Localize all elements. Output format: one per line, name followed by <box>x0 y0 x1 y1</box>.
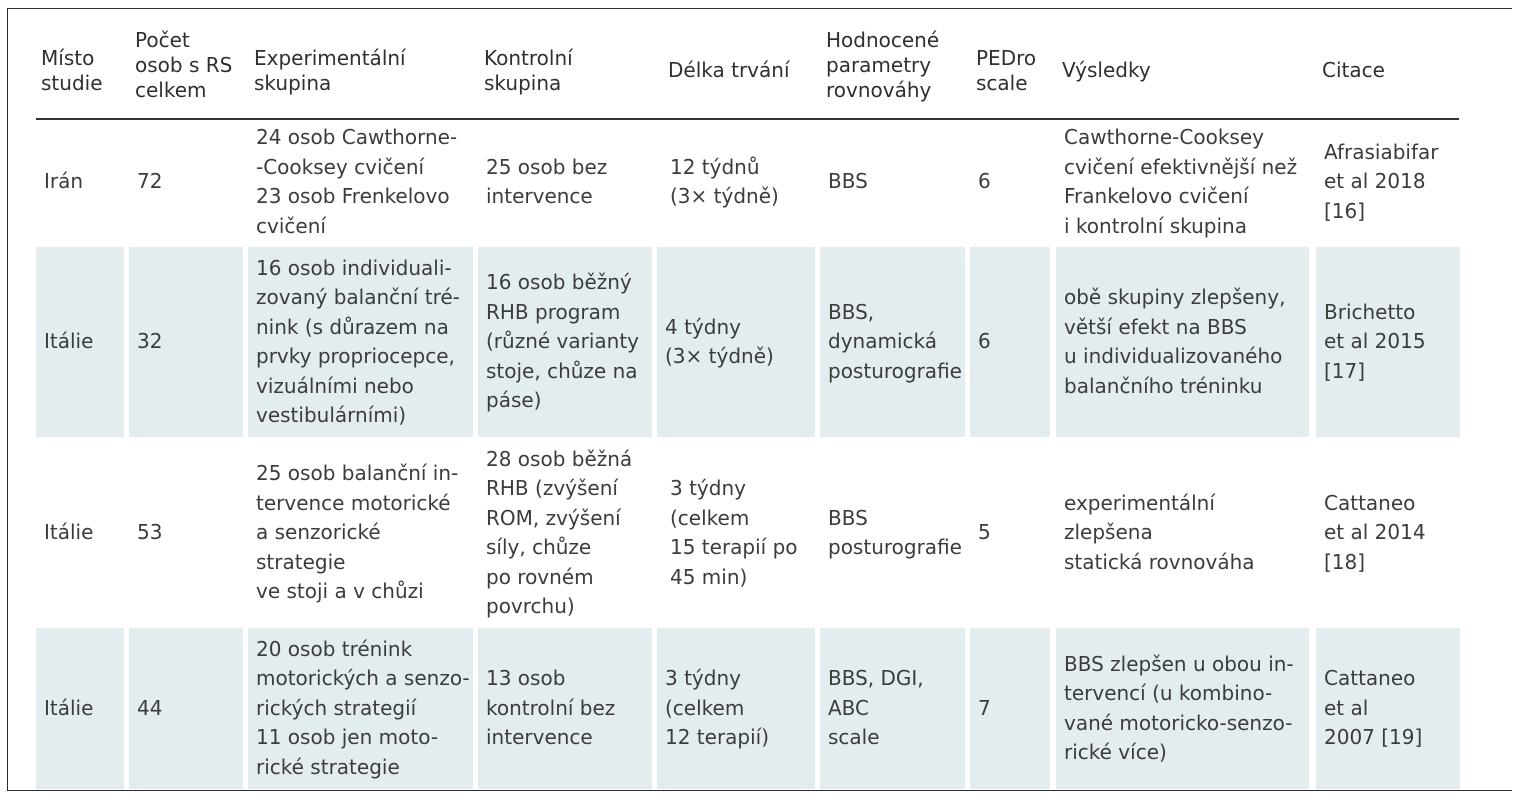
cell-misto-studie: Itálie <box>36 247 124 437</box>
cell-hodnocene-parametry: BBS posturografie <box>828 505 962 559</box>
table-row <box>0 121 1513 243</box>
cell-delka-trvani: 3 týdny (celkem 15 terapií po 45 min) <box>670 476 798 589</box>
cell-citace: Brichetto et al 2015 [17] <box>1316 247 1460 437</box>
cell-hodnocene-parametry: BBS <box>828 169 868 194</box>
cell-citace: Cattaneo et al 2007 [19] <box>1316 628 1460 789</box>
cell-experimentalni-skupina: 24 osob Cawthorne- -Cooksey cvičení 23 osob Frenkelovo cvičení <box>256 125 458 238</box>
cell-citace: Afrasiabifar et al 2018 [16] <box>1324 139 1439 223</box>
table-row <box>0 442 1513 624</box>
cell-pocet-osob: 53 <box>137 520 163 545</box>
cell-vysledky: BBS zlepšen u obou in- tervencí (u kombino- vané motoricko-senzo- rické více) <box>1056 628 1309 789</box>
header-misto-studie: Místo studie <box>41 46 103 95</box>
cell-misto-studie: Itálie <box>36 628 124 789</box>
cell-misto-studie: Itálie <box>44 520 94 545</box>
header-vysledky: Výsledky <box>1062 58 1151 82</box>
table-row <box>0 247 1513 437</box>
table-row <box>0 628 1513 789</box>
cell-pocet-osob: 32 <box>129 247 243 437</box>
cell-pocet-osob: 44 <box>129 628 243 789</box>
cell-pedro-scale: 6 <box>978 169 991 194</box>
header-experimentalni-skupina: Experimentální skupina <box>254 46 406 95</box>
cell-citace: Cattaneo et al 2014 [18] <box>1324 490 1426 574</box>
header-delka-trvani: Délka trvání <box>668 58 790 82</box>
header-rule <box>36 118 1459 120</box>
header-pedro-scale: PEDro scale <box>976 46 1037 95</box>
header-hodnocene-parametry: Hodnocené parametry rovnováhy <box>826 28 940 102</box>
cell-misto-studie: Irán <box>44 169 84 194</box>
cell-experimentalni-skupina: 25 osob balanční in- tervence motorické a senzorické strategie ve stoji a v chůzi <box>256 461 459 604</box>
header-kontrolni-skupina: Kontrolní skupina <box>484 46 573 95</box>
cell-delka-trvani: 12 týdnů (3× týdně) <box>670 154 779 208</box>
header-pocet-osob: Počet osob s RS celkem <box>135 28 233 102</box>
cell-kontrolni-skupina: 13 osob kontrolní bez intervence <box>478 628 652 789</box>
cell-delka-trvani: 4 týdny (3× týdně) <box>657 247 815 437</box>
cell-vysledky: Cawthorne-Cooksey cvičení efektivnější než Frankelovo cvičení i kontrolní skupina <box>1064 125 1298 238</box>
cell-hodnocene-parametry: BBS, DGI, ABC scale <box>820 628 965 789</box>
cell-delka-trvani: 3 týdny (celkem 12 terapií) <box>657 628 815 789</box>
cell-pedro-scale: 7 <box>970 628 1050 789</box>
cell-experimentalni-skupina: 20 osob trénink motorických a senzo- rických strategií 11 osob jen moto- rické strategie <box>248 628 473 789</box>
cell-hodnocene-parametry: BBS, dynamická posturografie <box>820 247 965 437</box>
cell-experimentalni-skupina: 16 osob individuali- zovaný balanční tré- nink (s důrazem na prvky propriocepce, vizuálními nebo vestibulárními) <box>248 247 473 437</box>
header-citace: Citace <box>1322 58 1385 82</box>
cell-pedro-scale: 5 <box>978 520 991 545</box>
cell-vysledky: experimentální zlepšena statická rovnováha <box>1064 490 1255 574</box>
cell-vysledky: obě skupiny zlepšeny, větší efekt na BBS u individualizovaného balančního tréninku <box>1056 247 1309 437</box>
cell-kontrolni-skupina: 25 osob bez intervence <box>486 154 608 208</box>
cell-kontrolni-skupina: 16 osob běžný RHB program (různé varianty stoje, chůze na páse) <box>478 247 652 437</box>
cell-pocet-osob: 72 <box>137 169 163 194</box>
cell-pedro-scale: 6 <box>970 247 1050 437</box>
cell-kontrolni-skupina: 28 osob běžná RHB (zvýšení ROM, zvýšení síly, chůze po rovném povrchu) <box>486 446 633 618</box>
